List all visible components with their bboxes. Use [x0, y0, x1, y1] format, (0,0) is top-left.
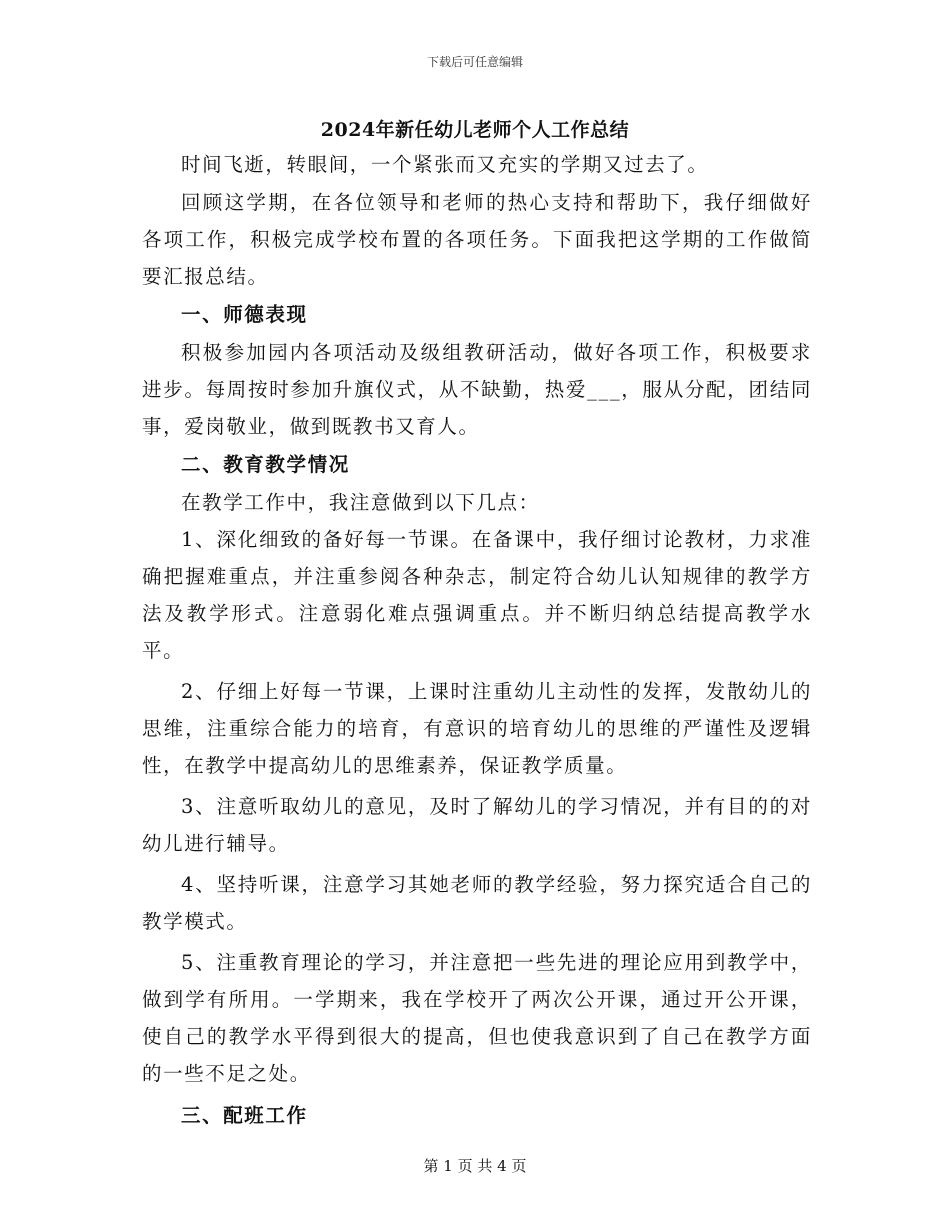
section-paragraph: 积极参加园内各项活动及级组教研活动，做好各项工作，积极要求进步。每周按时参加升旗仪式，从不缺勤，热爱___，服从分配，团结同事，爱岗敬业，做到既教书又育人。 [142, 341, 812, 438]
section-lead: 在教学工作中，我注意做到以下几点： [181, 491, 540, 514]
list-item: 1、深化细致的备好每一节课。在备课中，我仔细讨论教材，力求准确把握难重点，并注重参阅各种杂志，制定符合幼儿认知规律的教学方法及教学形式。注意弱化难点强调重点。并不断归纳总结提高教学水平。 [142, 528, 812, 662]
section-heading: 三、配班工作 [181, 1104, 308, 1127]
document-title: 2024年新任幼儿老师个人工作总结 [320, 119, 630, 141]
header-note: 下载后可任意编辑 [426, 55, 523, 69]
section-heading: 二、教育教学情况 [181, 453, 350, 476]
intro-paragraph: 时间飞逝，转眼间，一个紧张而又充实的学期又过去了。 [181, 153, 709, 176]
list-item: 4、坚持听课，注意学习其她老师的教学经验，努力探究适合自己的教学模式。 [142, 873, 812, 933]
section-heading: 一、师德表现 [181, 303, 308, 326]
intro-paragraph: 回顾这学期，在各位领导和老师的热心支持和帮助下，我仔细做好各项工作，积极完成学校布置的各项任务。下面我把这学期的工作做简要汇报总结。 [142, 191, 812, 288]
list-item: 2、仔细上好每一节课，上课时注重幼儿主动性的发挥，发散幼儿的思维，注重综合能力的培育，有意识的培育幼儿的思维的严谨性及逻辑性，在教学中提高幼儿的思维素养，保证教学质量。 [142, 680, 812, 777]
document-body [142, 146, 812, 1135]
list-item: 3、注意听取幼儿的意见，及时了解幼儿的学习情况，并有目的的对幼儿进行辅导。 [142, 795, 812, 855]
list-item: 5、注重教育理论的学习，并注意把一些先进的理论应用到教学中，做到学有所用。一学期来，我在学校开了两次公开课，通过开公开课，使自己的教学水平得到很大的提高，但也使我意识到了自己在教学方面的一些不足之处。 [142, 951, 812, 1085]
page-footer: 第 1 页 共 4 页 [423, 1157, 527, 1175]
